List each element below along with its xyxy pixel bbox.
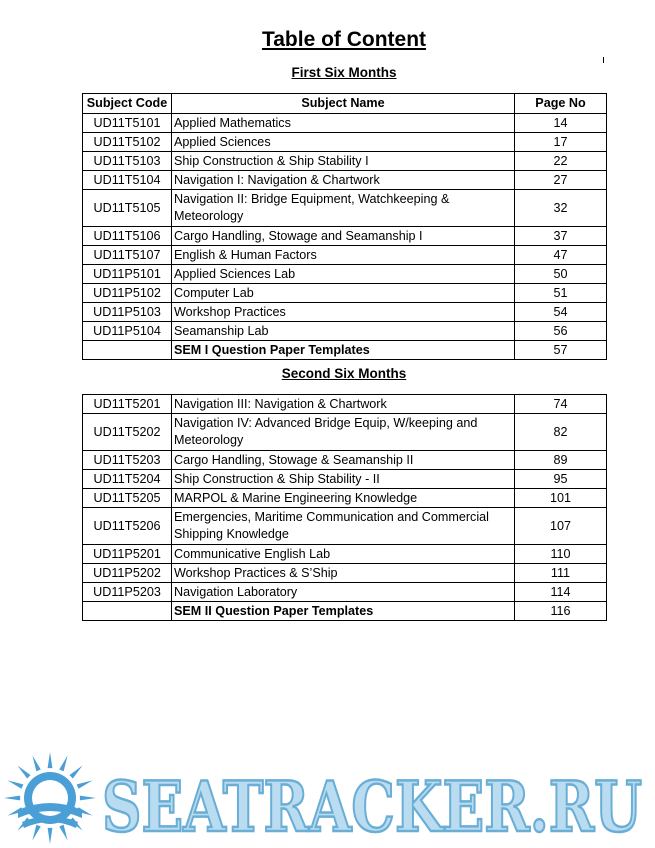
- table-row: [83, 414, 607, 451]
- subject-name: Applied Sciences Lab: [172, 265, 515, 284]
- sun-icon: [4, 752, 96, 844]
- page-number: 110: [515, 545, 607, 564]
- table-row: [83, 583, 607, 602]
- table-row-templates: [83, 602, 607, 621]
- sun-ray: [77, 780, 93, 788]
- table-row: [83, 508, 607, 545]
- sun-ray: [17, 765, 30, 778]
- subject-code: UD11T5106: [83, 227, 172, 246]
- subject-code: UD11P5102: [83, 284, 172, 303]
- page-number: 111: [515, 564, 607, 583]
- sun-ray: [69, 765, 82, 778]
- table-row: [83, 227, 607, 246]
- page-number: 22: [515, 152, 607, 171]
- subject-code: UD11T5205: [83, 489, 172, 508]
- sun-ray: [32, 756, 40, 772]
- page-number: 89: [515, 451, 607, 470]
- table-row: [83, 265, 607, 284]
- subject-code: UD11T5206: [83, 508, 172, 545]
- table-row: [83, 284, 607, 303]
- page-number: 57: [515, 341, 607, 360]
- page-number: 107: [515, 508, 607, 545]
- second-six-months-table: [82, 394, 607, 621]
- table-row: [83, 489, 607, 508]
- table-row: [83, 451, 607, 470]
- header-page-no: Page No: [515, 94, 607, 114]
- table-row: [83, 114, 607, 133]
- subject-code: UD11P5103: [83, 303, 172, 322]
- first-six-months-table: [82, 93, 607, 360]
- subject-name: Cargo Handling, Stowage and Seamanship I: [172, 227, 515, 246]
- subject-name: Seamanship Lab: [172, 322, 515, 341]
- section-heading-first: First Six Months: [291, 65, 397, 80]
- subject-code: UD11T5102: [83, 133, 172, 152]
- subject-name: English & Human Factors: [172, 246, 515, 265]
- subject-name: Workshop Practices: [172, 303, 515, 322]
- subject-code: UD11T5105: [83, 190, 172, 227]
- margin-mark: [603, 57, 604, 63]
- table-row: [83, 395, 607, 414]
- subject-name: Navigation I: Navigation & Chartwork: [172, 171, 515, 190]
- subject-name: MARPOL & Marine Engineering Knowledge: [172, 489, 515, 508]
- page-number: 50: [515, 265, 607, 284]
- table-row: [83, 171, 607, 190]
- page-number: 114: [515, 583, 607, 602]
- subject-code: UD11P5203: [83, 583, 172, 602]
- header-subject-name: Subject Name: [172, 94, 515, 114]
- page-number: 116: [515, 602, 607, 621]
- page-number: 101: [515, 489, 607, 508]
- subject-code: UD11P5201: [83, 545, 172, 564]
- page-number: 37: [515, 227, 607, 246]
- subject-code: UD11T5103: [83, 152, 172, 171]
- table-row: [83, 564, 607, 583]
- page-number: 51: [515, 284, 607, 303]
- sun-ray: [8, 780, 24, 788]
- subject-code: UD11T5104: [83, 171, 172, 190]
- table-row: [83, 152, 607, 171]
- subject-name: SEM II Question Paper Templates: [172, 602, 515, 621]
- page-number: 56: [515, 322, 607, 341]
- section-heading-second: Second Six Months: [281, 366, 407, 381]
- subject-name: Ship Construction & Ship Stability I: [172, 152, 515, 171]
- subject-name: Emergencies, Maritime Communication and Commercial Shipping Knowledge: [172, 508, 515, 545]
- sun-ray: [59, 756, 67, 772]
- table-row-templates: [83, 341, 607, 360]
- page-title: Table of Content: [261, 28, 427, 51]
- subject-code: UD11P5101: [83, 265, 172, 284]
- table-row: [83, 545, 607, 564]
- subject-name: Navigation III: Navigation & Chartwork: [172, 395, 515, 414]
- subject-code: UD11T5107: [83, 246, 172, 265]
- subject-code: [83, 341, 172, 360]
- subject-name: Ship Construction & Ship Stability - II: [172, 470, 515, 489]
- subject-name: SEM I Question Paper Templates: [172, 341, 515, 360]
- table-row: [83, 246, 607, 265]
- subject-code: UD11T5204: [83, 470, 172, 489]
- sun-ray: [32, 825, 40, 841]
- subject-name: Communicative English Lab: [172, 545, 515, 564]
- table-row: [83, 133, 607, 152]
- subject-name: Navigation II: Bridge Equipment, Watchkeeping & Meteorology: [172, 190, 515, 227]
- sun-ray: [59, 825, 67, 841]
- page-number: 14: [515, 114, 607, 133]
- page-number: 82: [515, 414, 607, 451]
- subject-code: UD11T5101: [83, 114, 172, 133]
- table-row: [83, 190, 607, 227]
- page-number: 54: [515, 303, 607, 322]
- sun-ray: [48, 828, 53, 844]
- subject-name: Computer Lab: [172, 284, 515, 303]
- page-number: 74: [515, 395, 607, 414]
- sun-ray: [48, 752, 53, 768]
- sun-ray: [80, 796, 96, 801]
- table-row: [83, 470, 607, 489]
- header-subject-code: Subject Code: [83, 94, 172, 114]
- seatracker-watermark: [0, 748, 655, 848]
- table-row: [83, 322, 607, 341]
- subject-name: Navigation Laboratory: [172, 583, 515, 602]
- page-number: 32: [515, 190, 607, 227]
- subject-code: UD11P5202: [83, 564, 172, 583]
- subject-code: UD11P5104: [83, 322, 172, 341]
- page-number: 95: [515, 470, 607, 489]
- subject-code: UD11T5202: [83, 414, 172, 451]
- subject-code: UD11T5201: [83, 395, 172, 414]
- subject-name: Workshop Practices & S’Ship: [172, 564, 515, 583]
- watermark-text: SEATRACKER.RU: [102, 767, 642, 848]
- subject-name: Navigation IV: Advanced Bridge Equip, W/keeping and Meteorology: [172, 414, 515, 451]
- subject-name: Applied Mathematics: [172, 114, 515, 133]
- page-number: 47: [515, 246, 607, 265]
- page-number: 27: [515, 171, 607, 190]
- sun-ray: [4, 796, 20, 801]
- page-number: 17: [515, 133, 607, 152]
- subject-name: Applied Sciences: [172, 133, 515, 152]
- subject-name: Cargo Handling, Stowage & Seamanship II: [172, 451, 515, 470]
- table-row: [83, 303, 607, 322]
- subject-code: UD11T5203: [83, 451, 172, 470]
- subject-code: [83, 602, 172, 621]
